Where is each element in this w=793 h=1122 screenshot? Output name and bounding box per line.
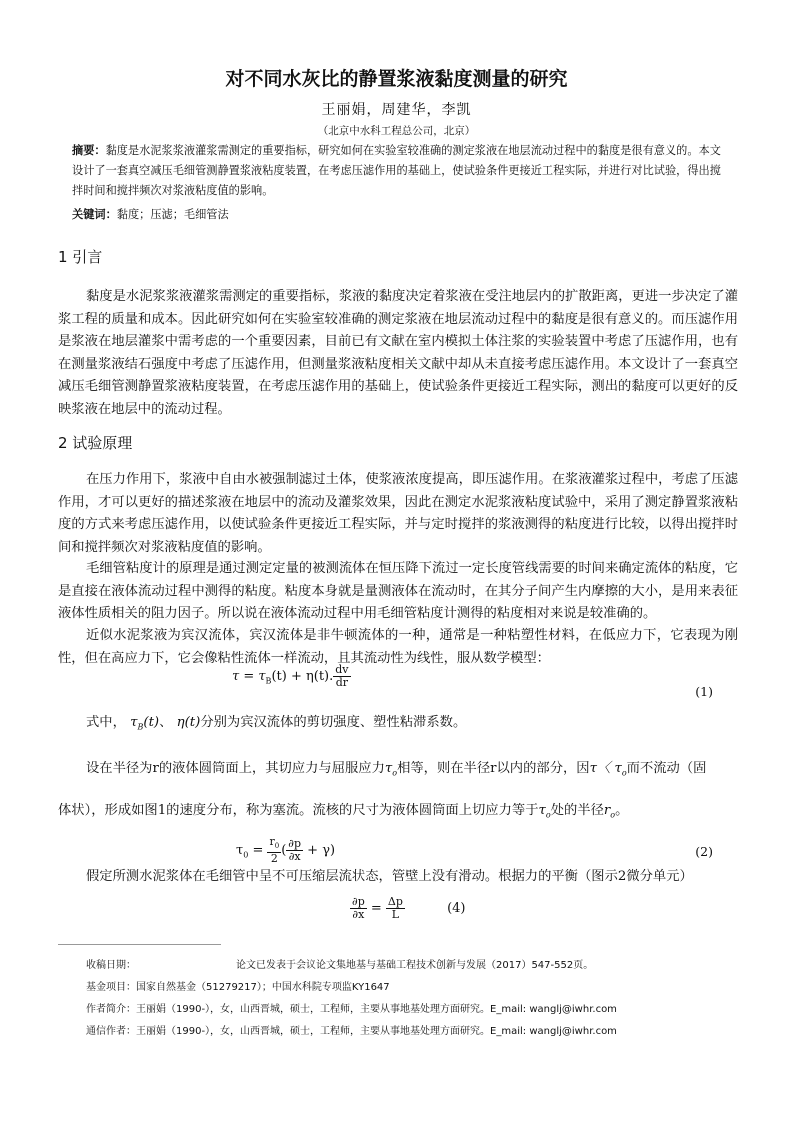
equation-2-number: (2) bbox=[695, 844, 713, 859]
paragraph-force-balance: 假定所测水泥浆体在毛细管中呈不可压缩层流状态，管壁上没有滑动。根据力的平衡（图示2微分单元） bbox=[86, 869, 693, 884]
paper-title: 对不同水灰比的静置浆液黏度测量的研究 bbox=[225, 68, 568, 90]
equation-4: $\frac{\partial p}{\partial x}$ = $\frac{\Delta p}{L}$ (4) bbox=[352, 895, 466, 921]
equation-1-number: (1) bbox=[695, 684, 713, 699]
footnote-corresponding: 通信作者：王丽娟（1990-），女，山西晋城，硕士，工程师，主要从事地基处理方面研究。E_mail: wanglj@iwhr.com bbox=[86, 1026, 617, 1037]
equation-4-number: (4) bbox=[447, 901, 466, 916]
tau-o-symbol: $\tau_o$ bbox=[384, 761, 398, 778]
abstract-label: 摘要： bbox=[72, 144, 106, 157]
paragraph-filtration: 在压力作用下，浆液中自由水被强制滤过土体，使浆液浓度提高，即压滤作用。在浆液灌浆过程中，考虑了压滤作用，才可以更好的描述浆液在地层中的流动及灌浆效果，因此在测定水泥浆液粘度试验中，采用了测定静置浆液粘度的方式来考虑压滤作用，以使试验条件更接近工程实际，并与定时搅拌的浆液测得的粘度进行比较，以得出搅拌时间和搅拌频次对浆液粘度值的影响。 bbox=[58, 472, 738, 555]
abstract-text: 黏度是水泥浆浆液灌浆需测定的重要指标，研究如何在实验室较准确的测定浆液在地层流动过程中的黏度是很有意义的。本文设计了一套真空减压毛细管测静置浆液粘度装置，在考虑压滤作用的基础上，使试验条件更接近工程实际，并进行对比试验，得出搅拌时间和搅拌频次对浆液粘度值的影响。 bbox=[72, 144, 721, 197]
abstract bbox=[72, 141, 732, 201]
section-heading-principle: 2 试验原理 bbox=[58, 434, 133, 452]
equation-1: $\tau = \tau_B(t) + \eta(t)$. $\frac{dv}{dr}$ bbox=[232, 663, 349, 689]
inequality-symbol: τ〈 $\tau_o$ bbox=[589, 761, 627, 778]
footnote-author-bio: 作者简介：王丽娟（1990-），女，山西晋城，硕士，工程师，主要从事地基处理方面研究。E_mail: wanglj@iwhr.com bbox=[86, 1004, 617, 1015]
paragraph-bingham: 近似水泥浆液为宾汉流体，宾汉流体是非牛顿流体的一种，通常是一种粘塑性材料，在低应力下，它表现为刚性，但在高应力下，它会像粘性流体一样流动，且其流动性为线性，服从数学模型： bbox=[58, 628, 738, 666]
equation-4-fraction-pressure: $\frac{\Delta p}{L}$ bbox=[387, 895, 403, 921]
equation-2: $\tau_0$ = $\frac{r_0}{2}$ ( $\frac{\partial p}{\partial x}$ + γ) bbox=[236, 835, 336, 866]
paragraph-intro: 黏度是水泥浆浆液灌浆需测定的重要指标，浆液的黏度决定着浆液在受注地层内的扩散距离，更进一步决定了灌浆工程的质量和成本。因此研究如何在实验室较准确的测定浆液在地层流动过程中的黏度是很有意义的。而压滤作用是浆液在地层灌浆中需考虑的一个重要因素，目前已有文献在室内模拟土体注浆的实验装置中考虑了压滤作用，也有在测量浆液结石强度中考虑了压滤作用，但测量浆液粘度相关文献中却从未直接考虑压滤作用。本文设计了一套真空减压毛细管测静置浆液粘度装置，在考虑压滤作用的基础上，使试验条件更接近工程实际，测出的黏度可以更好的反映浆液在地层中的流动过程。 bbox=[58, 289, 738, 417]
section-heading-intro: 1 引言 bbox=[58, 248, 103, 266]
footnote-fund: 基金项目：国家自然基金（51279217）；中国水科院专项监KY1647 bbox=[86, 982, 390, 993]
keywords-text: 黏度；压滤；毛细管法 bbox=[116, 208, 229, 221]
tau-b-symbol: $\tau_B(t)$ bbox=[130, 715, 160, 732]
equation-2-fraction-radius: $\frac{r_0}{2}$ bbox=[269, 835, 280, 866]
equation-1-fraction: $\frac{dv}{dr}$ bbox=[335, 663, 349, 689]
equation-1-explanation: 式中， $\tau_B(t)$、 η(t)分别为宾汉流体的剪切强度、塑性粘滞系数。 bbox=[86, 715, 467, 732]
paragraph-capillary: 毛细管粘度计的原理是通过测定定量的被测流体在恒压降下流过一定长度管线需要的时间来确定流体的粘度，它是直接在液体流动过程中测得的粘度。粘度本身就是量测液体在流动时，在其分子间产生内摩擦的大小，是用来表征液体性质相关的阻力因子。所以说在液体流动过程中用毛细管粘度计测得的粘度相对来说是较准确的。 bbox=[58, 561, 738, 621]
eta-symbol: η(t) bbox=[176, 715, 201, 730]
equation-2-fraction-gradient: $\frac{\partial p}{\partial x}$ bbox=[288, 837, 302, 864]
keywords-label: 关键词： bbox=[72, 208, 117, 221]
footnote-received: 收稿日期： 论文已发表于会议论文集地基与基础工程技术创新与发展（2017）547-552页。 bbox=[86, 960, 594, 971]
footnote-separator bbox=[58, 944, 221, 945]
keywords bbox=[72, 206, 732, 222]
equation-4-fraction-gradient: $\frac{\partial p}{\partial x}$ bbox=[352, 895, 365, 921]
affiliation: （北京中水科工程总公司，北京） bbox=[317, 125, 476, 137]
author-list: 王丽娟，周建华，李凯 bbox=[321, 102, 472, 118]
paragraph-plug-flow: 体状），形成如图1的速度分布，称为塞流。流核的尺寸为液体圆筒面上切应力等于$\tau_o$处的半径$r_o$。 bbox=[58, 803, 629, 820]
r-o-symbol: $r_o$ bbox=[603, 803, 616, 820]
paragraph-radius: 设在半径为r的液体圆筒面上，其切应力与屈服应力$\tau_o$相等，则在半径r以内的部分，因τ〈 $\tau_o$而不流动（固 bbox=[86, 761, 707, 778]
